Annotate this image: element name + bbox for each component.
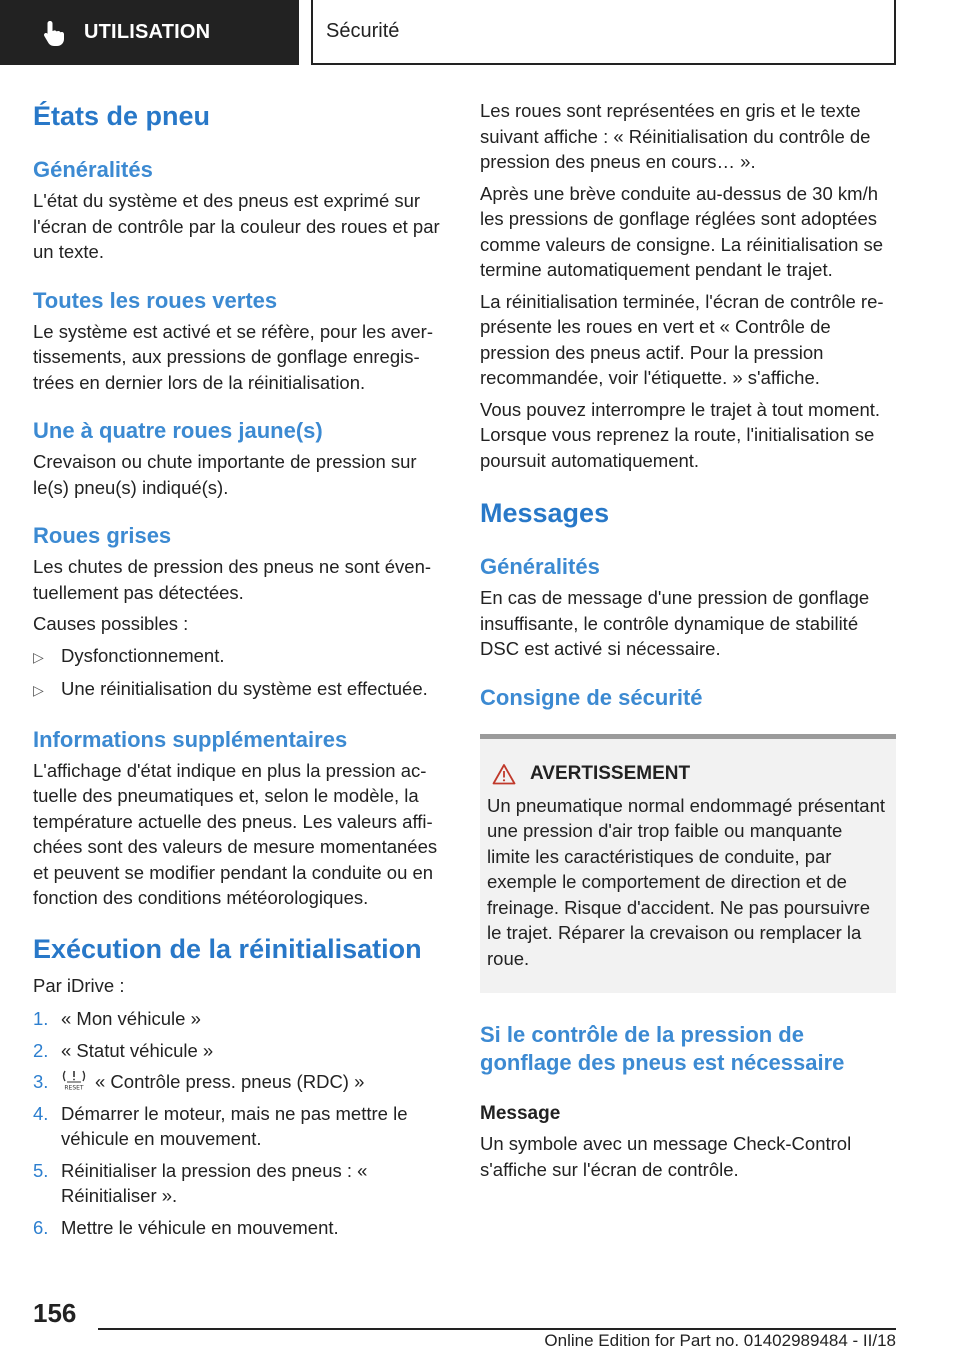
messages-general-text: En cas de message d'une pression de gonflage insuffisante, le contrôle dynamique de stabilité DSC est activé si nécessaire. — [480, 587, 870, 659]
reset-complete-text: La réinitialisation terminée, l'écran de contrôle représente les roues en vert et « Contrôle de pression des pneus actif. Pour la pression recommandée, voir l'étiquette. » s'affiche. — [480, 290, 884, 388]
section-tab — [0, 0, 299, 65]
yellow-wheels-heading: Une à quatre roues jaune(s) — [33, 418, 323, 443]
reset-steps — [33, 1006, 443, 1240]
green-wheels-heading: Toutes les roues vertes — [33, 287, 278, 313]
causes-label: Causes possibles : — [33, 613, 189, 634]
hand-pointer-icon — [34, 13, 74, 53]
general-heading: Généralités — [33, 157, 153, 182]
list-item: ▷ Dysfonctionnement. — [33, 643, 443, 671]
chapter-label: Sécurité — [326, 20, 400, 42]
additional-info-heading: Informations supplémentaires — [33, 726, 348, 752]
warning-box — [480, 734, 896, 994]
message-label: Message — [480, 1103, 561, 1124]
grey-wheels-heading: Roues grises — [33, 523, 172, 548]
page-number: 156 — [33, 1298, 77, 1328]
list-item: 6. Mettre le véhicule en mouvement. — [33, 1216, 339, 1238]
message-text: Un symbole avec un message Check-Control s'affiche sur l'écran de contrôle. — [480, 1133, 852, 1180]
reset-intro: Par iDrive : — [33, 974, 125, 996]
list-item: 5. Réinitialiser la pression des pneus : « Réinitialiser ». — [33, 1159, 368, 1206]
footer-divider — [98, 1328, 896, 1330]
left-column — [33, 98, 443, 1240]
tire-pressure-reset-icon — [61, 1069, 87, 1091]
messages-title: Messages — [480, 498, 610, 528]
reset-progress-text: Les roues sont représentées en gris et le texte suivant affiche : « Réinitialisation du contrôle de pression des pneus en cours… ». — [480, 100, 871, 172]
messages-general-heading: Généralités — [480, 554, 600, 579]
safety-heading: Consigne de sécurité — [480, 684, 703, 710]
section-label: UTILISATION — [84, 21, 211, 43]
additional-info-text: L'affichage d'état indique en plus la pression actuelle des pneumatiques et, selon le modèle, la température actuelle des pneus. Les valeurs affichées sont des valeurs de mesure momentanées et peuvent se modifier pendant la conduite ou en fonction des conditions météorologiques. — [33, 759, 438, 908]
general-text: L'état du système et des pneus est exprimé sur l'écran de contrôle par la couleur des roues et par un texte. — [33, 190, 440, 262]
list-item: 4. Démarrer le moteur, mais ne pas mettre le véhicule en mouvement. — [33, 1102, 408, 1149]
interrupt-text: Vous pouvez interrompre le trajet à tout moment. Lorsque vous reprenez la route, l'initialisation se poursuit automatiquement. — [480, 398, 881, 471]
list-item: 1. « Mon véhicule » — [33, 1008, 201, 1029]
triangle-bullet-icon: ▷ — [33, 682, 44, 698]
warning-title: AVERTISSEMENT — [530, 762, 691, 784]
tire-status-title: États de pneu — [33, 101, 211, 131]
list-item: 2. « Statut véhicule » — [33, 1039, 214, 1061]
right-column — [480, 98, 896, 1182]
triangle-bullet-icon: ▷ — [33, 648, 44, 665]
warning-text: Un pneumatique normal endommagé présentant une pression d'air trop faible ou manquante limite les caractéristiques de conduite, par exemple le comportement de direction et de freinage. Risque d'accident. Ne pas poursuivre le trajet. Réparer la crevaison ou remplacer la roue. — [487, 794, 885, 969]
setpoint-text: Après une brève conduite au-dessus de 30 km/h les pressions de gonflage réglées sont adoptées comme valeurs de consigne. La réinitialisation se termine automatiquement pendant le trajet. — [480, 182, 884, 280]
edition-text: Online Edition for Part no. 01402989484 - II/18 — [544, 1331, 896, 1350]
yellow-wheels-text: Crevaison ou chute importante de pression sur le(s) pneu(s) indiqué(s). — [33, 451, 417, 498]
check-needed-heading: Si le contrôle de la pression de gonflage des pneus est nécessaire — [480, 1022, 845, 1075]
list-item: 3. RESET « Contrôle press. pneus (RDC) » — [33, 1071, 365, 1092]
reset-title: Exécution de la réinitialisation — [33, 933, 422, 964]
svg-text:RESET: RESET — [64, 1084, 84, 1091]
warning-triangle-icon — [492, 763, 516, 785]
green-wheels-text: Le système est activé et se réfère, pour les avertissements, aux pressions de gonflage enregistrées en dernier lors de la réinitialisation. — [33, 320, 433, 393]
chapter-tab — [311, 0, 896, 65]
grey-wheels-text: Les chutes de pression des pneus ne sont éventuellement pas détectées. — [33, 556, 432, 603]
list-item: ▷ Une réinitialisation du système est effectuée. — [33, 676, 443, 704]
